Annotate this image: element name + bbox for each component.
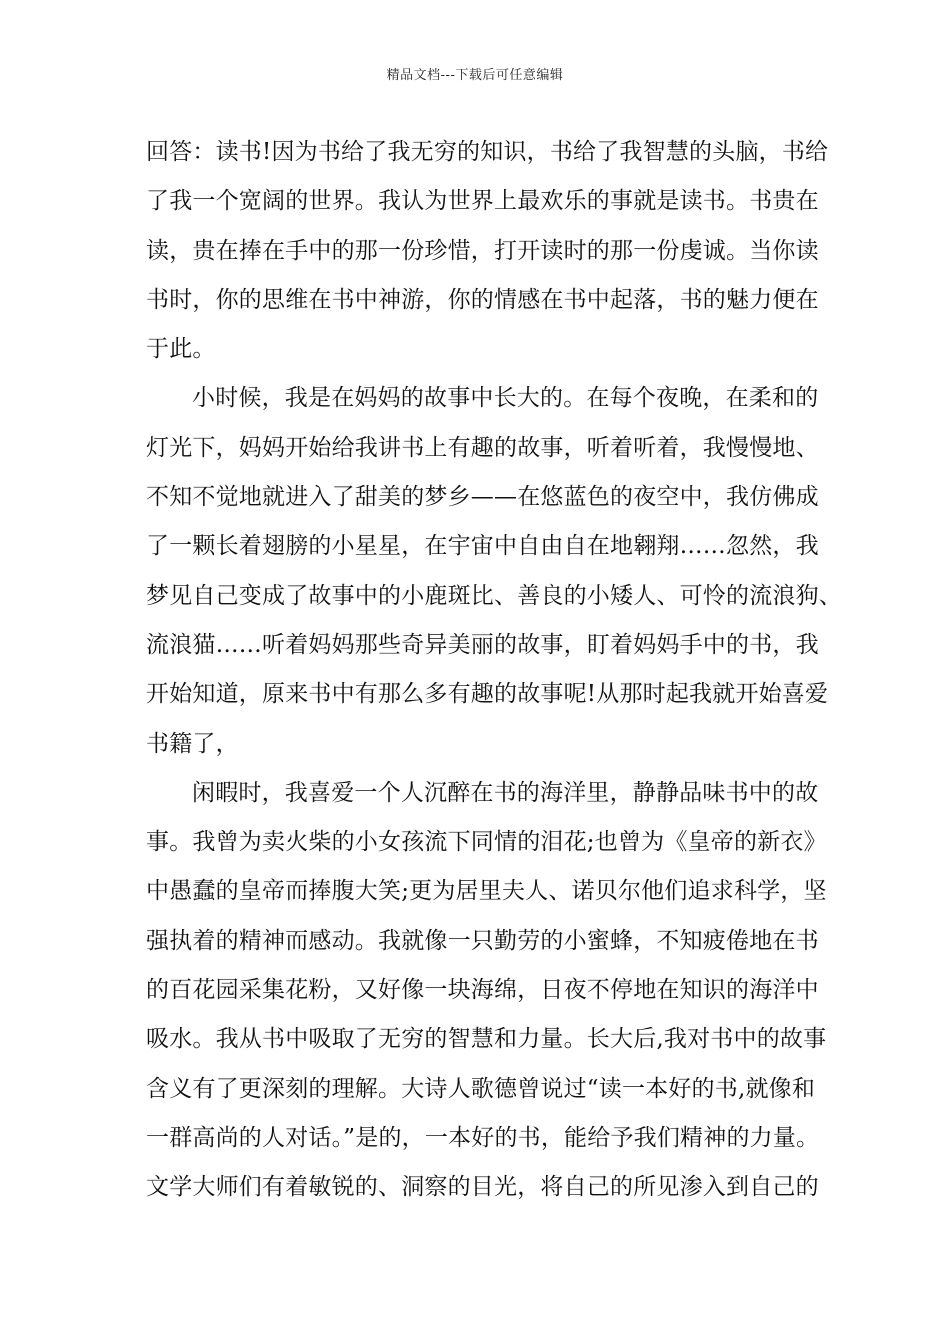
text-line: 强执着的精神而感动。我就像一只勤劳的小蜜蜂，不知疲倦地在书 — [146, 927, 819, 954]
text-line: 文学大师们有着敏锐的、洞察的目光，将自己的所见渗入到自己的 — [146, 1174, 819, 1201]
text-line: 的百花园采集花粉，又好像一块海绵，日夜不停地在知识的海洋中 — [146, 977, 819, 1004]
text-line: 了一颗长着翅膀的小星星，在宇宙中自由自在地翱翔……忽然，我 — [146, 533, 819, 560]
text-line: 灯光下，妈妈开始给我讲书上有趣的故事，听着听着，我慢慢地、 — [146, 434, 819, 461]
text-line: 含义有了更深刻的理解。大诗人歌德曾说过“读一本好的书,就像和 — [146, 1075, 816, 1102]
paragraph-childhood — [146, 374, 842, 768]
text-line: 闲暇时，我喜爱一个人沉醉在书的海洋里，静静品味书中的故 — [192, 779, 819, 806]
text-line: 书籍了， — [146, 730, 239, 757]
text-line: 流浪猫……听着妈妈那些奇异美丽的故事，盯着妈妈手中的书，我 — [146, 631, 819, 658]
text-line: 于此。 — [146, 336, 216, 363]
paragraph-leisure — [146, 769, 827, 1213]
text-line: 事。我曾为卖火柴的小女孩流下同情的泪花;也曾为《皇帝的新衣》 — [146, 829, 827, 856]
text-line: 开始知道，原来书中有那么多有趣的故事呢!从那时起我就开始喜爱 — [146, 681, 829, 708]
text-line: 中愚蠢的皇帝而捧腹大笑;更为居里夫人、诺贝尔他们追求科学，坚 — [146, 878, 827, 905]
page-header: 精品文档---下载后可任意编辑 — [386, 68, 564, 83]
text-line: 回答：读书!因为书给了我无穷的知识，书给了我智慧的头脑，书给 — [146, 139, 829, 165]
text-line: 书时，你的思维在书中神游，你的情感在书中起落，书的魅力便在 — [146, 286, 819, 313]
text-line: 读，贵在捧在手中的那一份珍惜，打开读时的那一份虔诚。当你读 — [146, 237, 819, 264]
text-line: 小时候，我是在妈妈的故事中长大的。在每个夜晚，在柔和的 — [192, 385, 819, 412]
text-line: 梦见自己变成了故事中的小鹿斑比、善良的小矮人、可怜的流浪狗、 — [146, 582, 842, 609]
document-body — [146, 128, 842, 1213]
text-line: 不知不觉地就进入了甜美的梦乡——在悠蓝色的夜空中，我仿佛成 — [146, 484, 819, 511]
text-line: 了我一个宽阔的世界。我认为世界上最欢乐的事就是读书。书贵在 — [146, 188, 819, 215]
paragraph-answer — [146, 128, 829, 374]
text-line: 吸水。我从书中吸取了无穷的智慧和力量。长大后,我对书中的故事 — [146, 1026, 827, 1053]
text-line: 一群高尚的人对话。”是的，一本好的书，能给予我们精神的力量。 — [146, 1124, 820, 1151]
